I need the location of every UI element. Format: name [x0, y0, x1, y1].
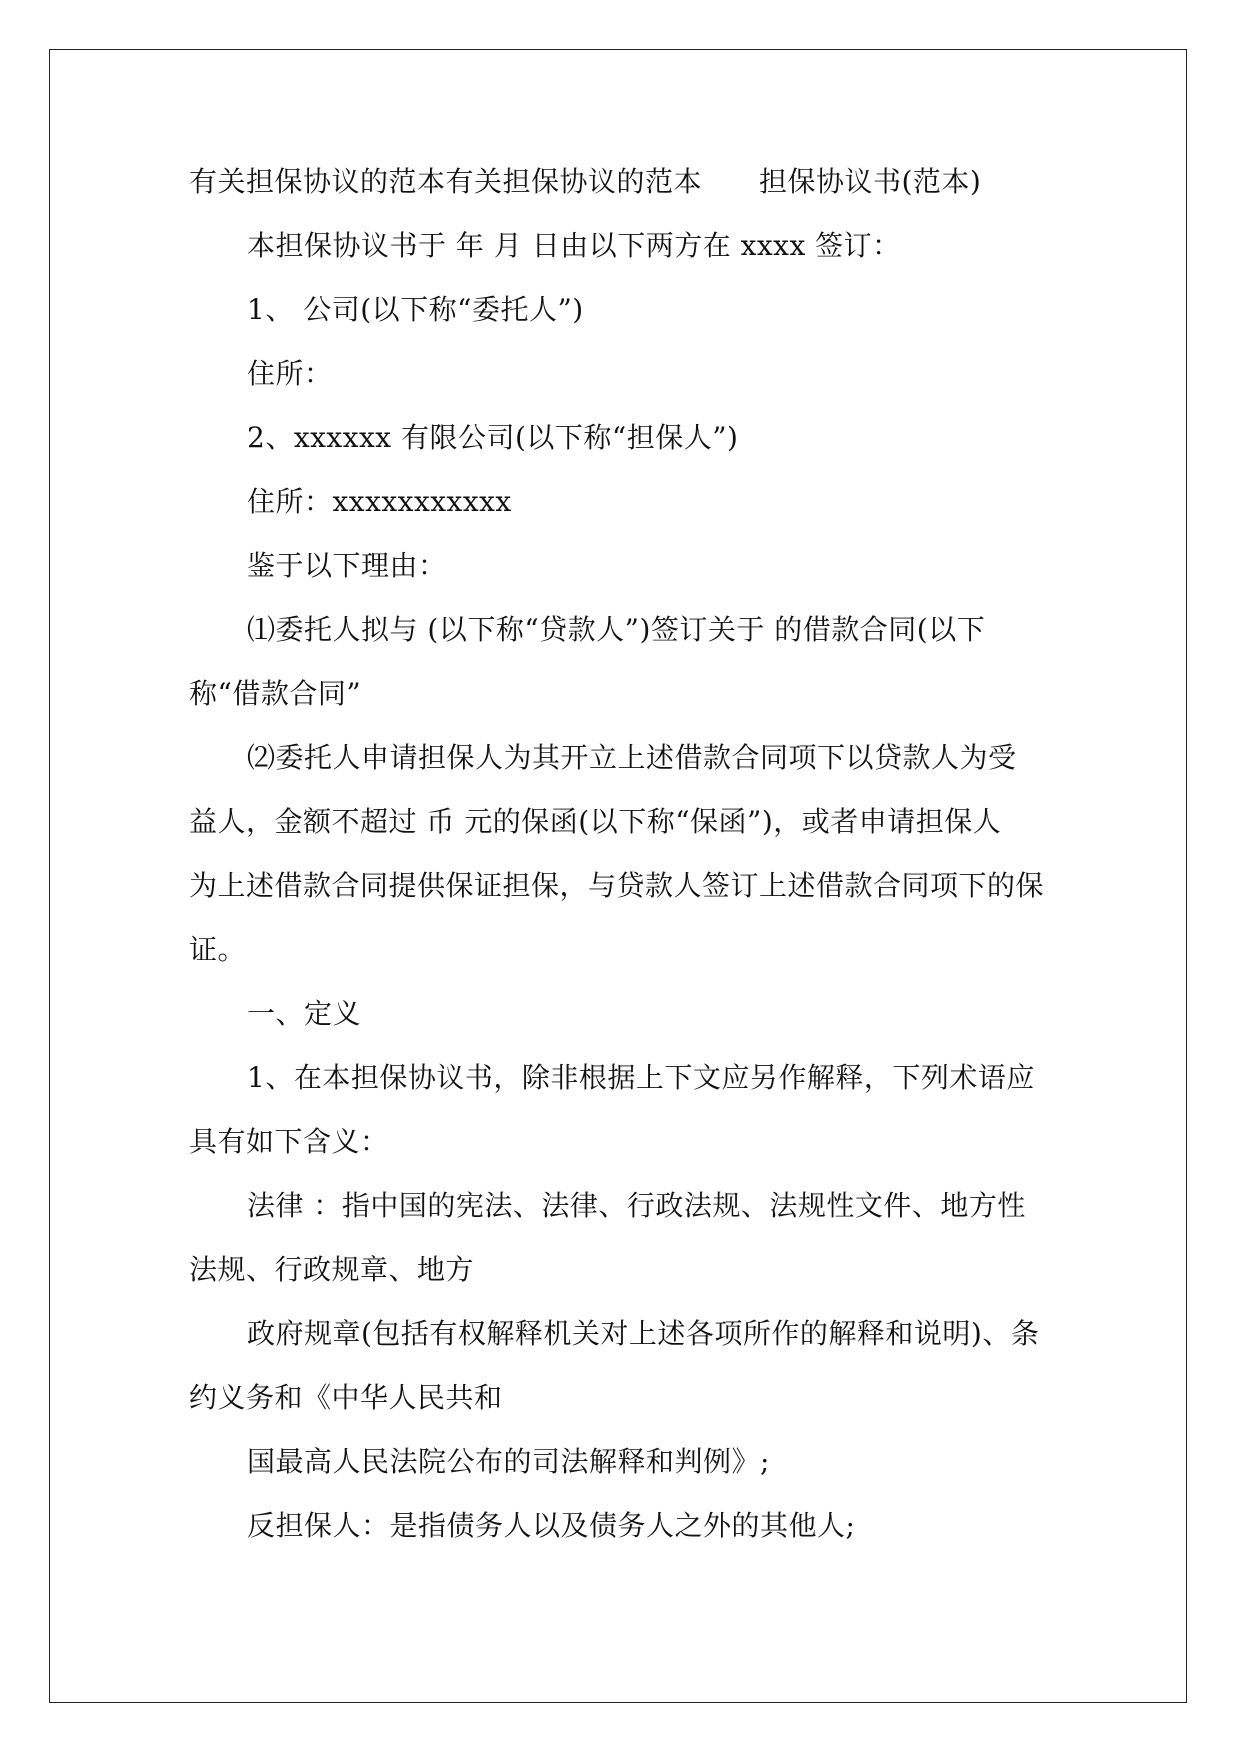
- intro-line: 本担保协议书于 年 月 日由以下两方在 xxxx 签订：: [247, 229, 901, 262]
- party-2-address: 住所：xxxxxxxxxxx: [247, 485, 512, 518]
- recital-2-line-3: 为上述借款合同提供保证担保，与贷款人签订上述借款合同项下的保: [189, 869, 1045, 902]
- definition-law-line-5: 国最高人民法院公布的司法解释和判例》;: [247, 1445, 770, 1478]
- definition-law-line-4: 约义务和《中华人民共和: [189, 1381, 503, 1414]
- document-title: 有关担保协议的范本有关担保协议的范本 担保协议书(范本): [189, 165, 982, 198]
- party-2: 2、xxxxxx 有限公司(以下称“担保人”): [247, 421, 739, 454]
- party-1-address: 住所：: [247, 357, 333, 390]
- definition-law-line-2: 法规、行政规章、地方: [189, 1253, 475, 1286]
- party-1: 1、 公司(以下称“委托人”): [247, 293, 584, 326]
- clause-1-line-1: 1、在本担保协议书，除非根据上下文应另作解释，下列术语应: [247, 1061, 1035, 1094]
- recital-1-line-1: ⑴委托人拟与 (以下称“贷款人”)签订关于 的借款合同(以下: [247, 613, 986, 646]
- recital-2-line-1: ⑵委托人申请担保人为其开立上述借款合同项下以贷款人为受: [247, 741, 1017, 774]
- recital-2-line-2: 益人，金额不超过 币 元的保函(以下称“保函”)，或者申请担保人: [189, 805, 1002, 838]
- section-1-heading: 一、定义: [247, 997, 362, 1030]
- clause-1-line-2: 具有如下含义：: [189, 1125, 389, 1158]
- recitals-heading: 鉴于以下理由：: [247, 549, 447, 582]
- recital-2-line-4: 证。: [189, 933, 247, 966]
- definition-law-line-3: 政府规章(包括有权解释机关对上述各项所作的解释和说明)、条: [247, 1317, 1040, 1350]
- recital-1-line-2: 称“借款合同”: [189, 677, 362, 710]
- definition-law-line-1: 法律 ：指中国的宪法、法律、行政法规、法规性文件、地方性: [247, 1189, 1026, 1222]
- definition-counter-guarantor: 反担保人：是指债务人以及债务人之外的其他人;: [247, 1509, 856, 1542]
